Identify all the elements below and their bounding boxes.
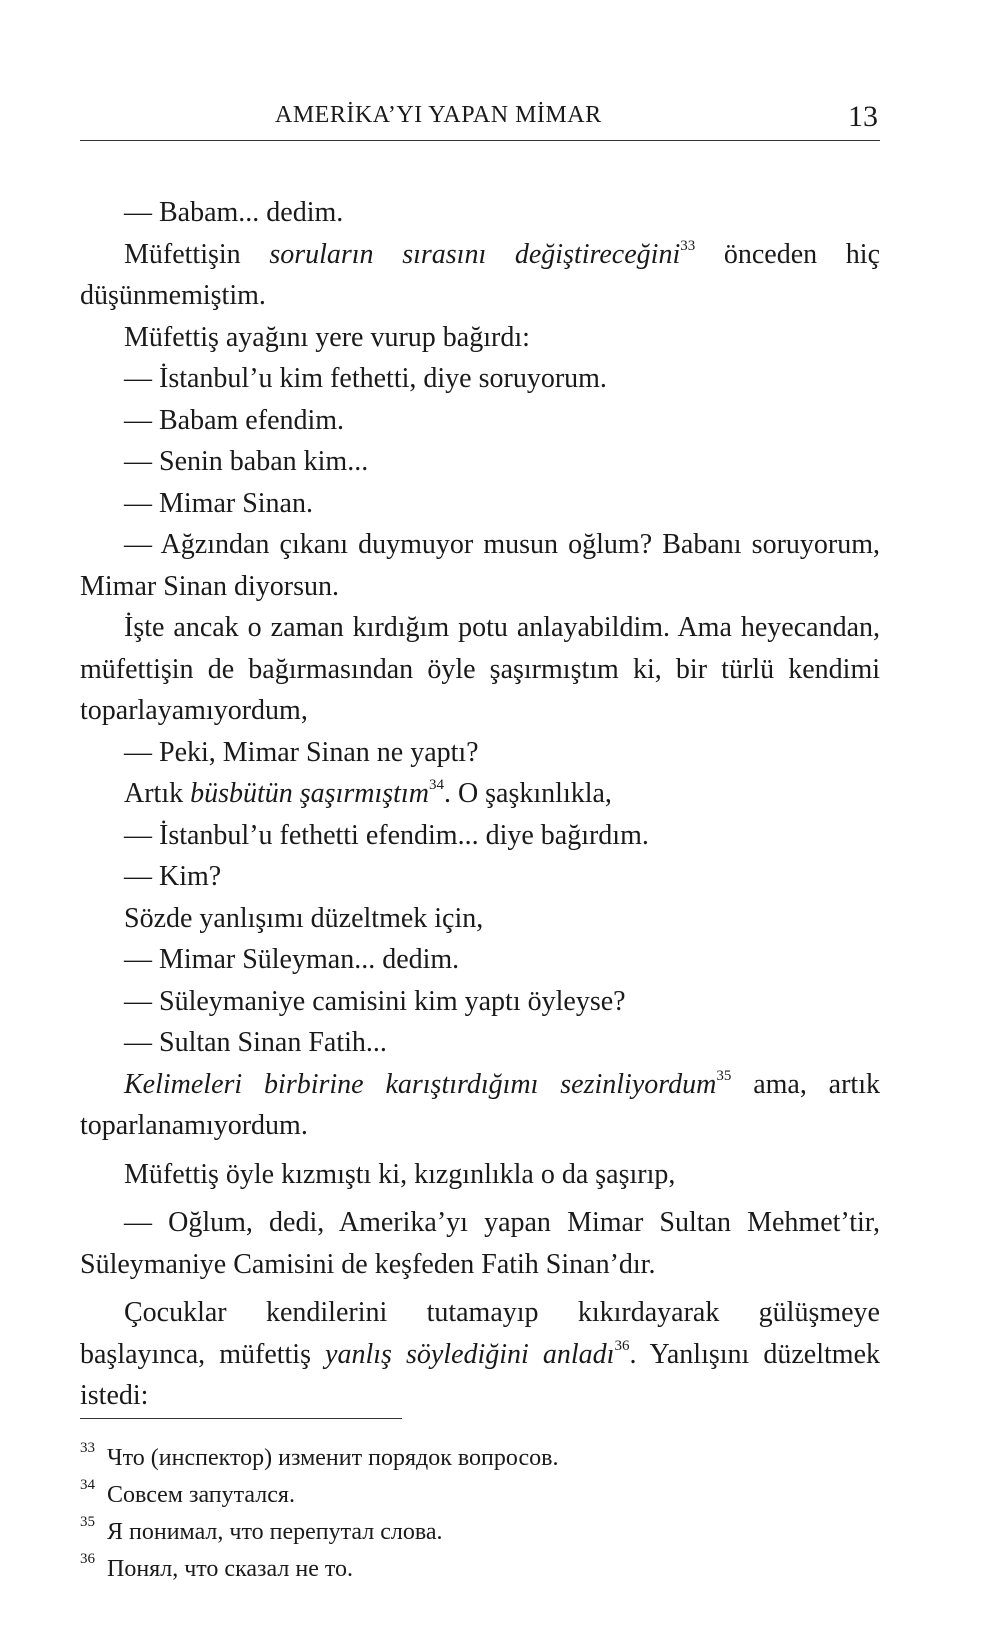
footnote-text: Понял, что сказал не то.	[107, 1556, 354, 1582]
paragraph: — Mimar Sinan.	[124, 487, 313, 519]
running-header	[80, 96, 880, 141]
paragraph: Artık büsbütün şaşırmıştım$^{34}$. O şaşkınlıkla,	[124, 777, 612, 809]
paragraph: İşte ancak o zaman kırdığım potu anlayabildim. Ama heyecandan, müfettişin de bağırmasından öyle şaşırmıştım ki, bir türlü kendimi toparlayamıyordum,	[80, 612, 880, 726]
paragraph: — Kim?	[124, 861, 222, 892]
paragraph: — Süleymaniye camisini kim yaptı öyleyse?	[124, 985, 626, 1017]
footnote-ref: 35	[716, 1067, 732, 1084]
footnote-text: Я понимал, что перепутал слова.	[107, 1519, 443, 1545]
footnote-number: 35	[80, 1514, 95, 1530]
footnote-ref: 36	[614, 1337, 630, 1354]
italic-phrase: soruların sırasını değiştireceğini	[269, 238, 681, 270]
footnote-number: 36	[80, 1551, 95, 1567]
paragraph: Çocuklar kendilerini tutamayıp kıkırdayarak gülüşmeye başlayınca, müfettiş yanlış söylediğini anladı$^{36}$. Yanlışını düzeltmek istedi:	[80, 1297, 880, 1411]
footnote-number: 33	[80, 1440, 95, 1456]
main-text	[80, 192, 880, 1417]
paragraph: Sözde yanlışımı düzeltmek için,	[124, 902, 484, 934]
paragraph: Müfettişin soruların sırasını değiştireceğini$^{33}$ önceden hiç düşünmemiştim.	[80, 237, 880, 311]
paragraph: — İstanbul’u fethetti efendim... diye bağırdım.	[124, 819, 649, 851]
footnote-ref: 33	[680, 237, 696, 254]
footnote	[80, 1440, 880, 1477]
paragraph: — Babam... dedim.	[124, 197, 344, 228]
footnote	[80, 1551, 880, 1588]
paragraph: Müfettiş ayağını yere vurup bağırdı:	[124, 321, 530, 353]
italic-phrase: büsbütün şaşırmıştım	[190, 778, 429, 809]
page-number: 13	[848, 100, 878, 133]
paragraph: Kelimeleri birbirine karıştırdığımı sezinliyordum$^{35}$ ama, artık toparlanamıyordum.	[80, 1067, 880, 1141]
paragraph: — Peki, Mimar Sinan ne yaptı?	[124, 736, 479, 768]
italic-phrase: yanlış söylediğini anladı	[325, 1338, 615, 1370]
paragraph: — Ağzından çıkanı duymuyor musun oğlum? Babanı soruyorum, Mimar Sinan diyorsun.	[80, 529, 880, 602]
running-title: AMERİKA’YI YAPAN MİMAR	[275, 102, 602, 128]
footnote-text: Что (инспектор) изменит порядок вопросов.	[107, 1445, 559, 1471]
italic-phrase: Kelimeleri birbirine karıştırdığımı sezinliyordum	[124, 1068, 717, 1100]
footnote-number: 34	[80, 1477, 95, 1493]
paragraph: Müfettiş öyle kızmıştı ki, kızgınlıkla o da şaşırıp,	[124, 1158, 676, 1190]
paragraph: — Oğlum, dedi, Amerika’yı yapan Mimar Sultan Mehmet’tir, Süleymaniye Camisini de keşfeden Fatih Sinan’dır.	[80, 1207, 880, 1280]
paragraph: — İstanbul’u kim fethetti, diye soruyorum.	[124, 363, 607, 394]
footnote-divider	[80, 1418, 402, 1419]
footnote-text: Совсем запутался.	[107, 1482, 295, 1508]
paragraph: — Sultan Sinan Fatih...	[124, 1027, 387, 1058]
paragraph: — Babam efendim.	[124, 404, 345, 436]
footnote-ref: 34	[428, 777, 444, 793]
footnotes	[80, 1440, 880, 1588]
footnote	[80, 1514, 880, 1551]
paragraph: — Mimar Süleyman... dedim.	[124, 944, 460, 975]
paragraph: — Senin baban kim...	[124, 446, 369, 477]
footnote	[80, 1477, 880, 1514]
